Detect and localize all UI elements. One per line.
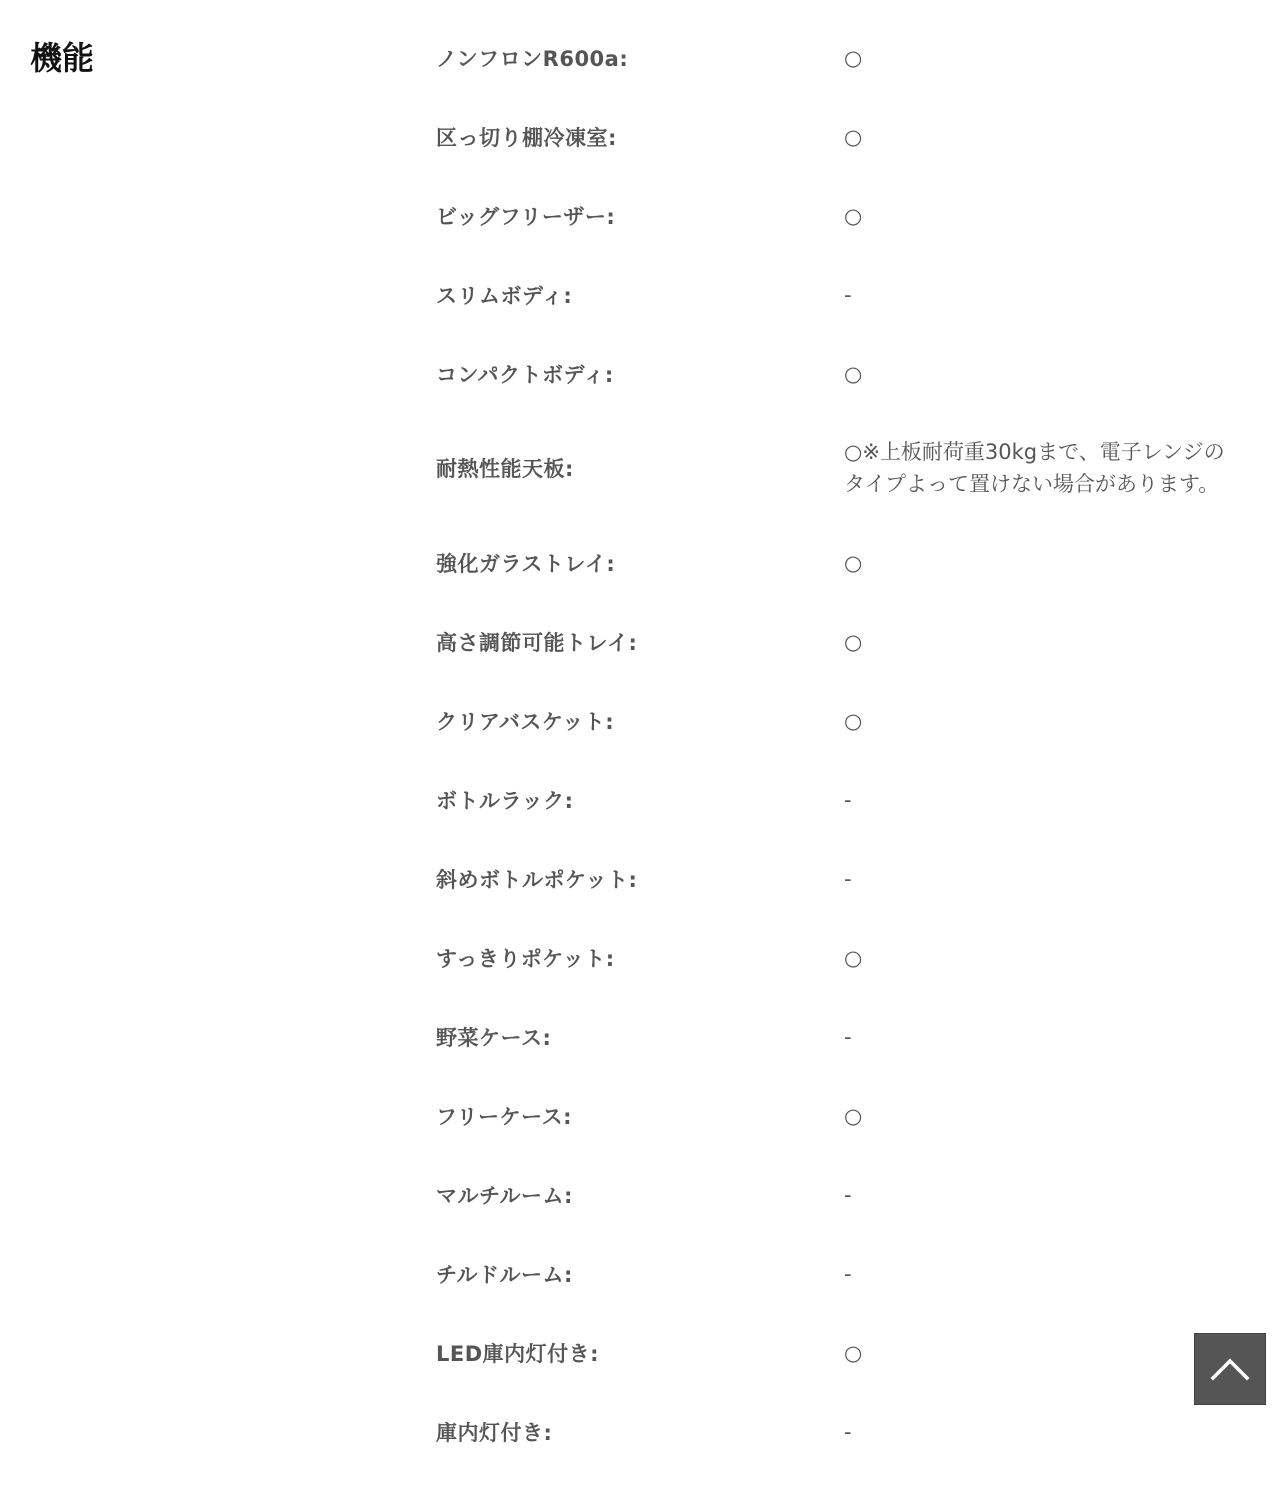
- spec-value: -: [844, 787, 852, 812]
- spec-label: LED庫内灯付き:: [436, 1341, 600, 1366]
- spec-value: ○: [844, 708, 863, 733]
- spec-label: スリムボディ:: [436, 283, 573, 308]
- spec-label: 耐熱性能天板:: [436, 457, 574, 481]
- spec-value: -: [844, 1024, 852, 1049]
- spec-value: -: [844, 282, 852, 307]
- spec-label: ビッグフリーザー:: [436, 204, 616, 229]
- spec-row-heat-resistant-top: [436, 413, 1256, 523]
- spec-value: ○: [844, 550, 863, 575]
- spec-row-nonfreon: [436, 18, 1256, 97]
- spec-value: ○: [844, 361, 863, 386]
- spec-value: -: [844, 866, 852, 891]
- spec-row-interior-light: [436, 1392, 1256, 1471]
- spec-label: 庫内灯付き:: [436, 1420, 553, 1445]
- spec-label: マルチルーム:: [436, 1183, 573, 1208]
- spec-value: -: [844, 1261, 852, 1286]
- spec-value: -: [844, 1419, 852, 1444]
- spec-row-neat-pocket: [436, 918, 1256, 997]
- spec-label: フリーケース:: [436, 1104, 573, 1129]
- spec-row-vegetable-case: [436, 997, 1256, 1076]
- spec-value: ○: [844, 945, 863, 970]
- spec-label: チルドルーム:: [436, 1262, 573, 1287]
- spec-row-bottle-rack: [436, 760, 1256, 839]
- spec-row-free-case: [436, 1076, 1256, 1155]
- spec-value: ○: [844, 45, 863, 70]
- section-title: 機能: [30, 39, 95, 77]
- spec-value: ○: [844, 124, 863, 149]
- spec-label: 斜めボトルポケット:: [436, 867, 638, 892]
- spec-value: ○※上板耐荷重30kgまで、電子レンジのタイプよって置けない場合があります。: [844, 440, 1225, 496]
- spec-value: ○: [844, 1103, 863, 1128]
- spec-row-led-interior-light: [436, 1313, 1256, 1392]
- spec-row-multi-room: [436, 1155, 1256, 1234]
- spec-row-slim-body: [436, 255, 1256, 334]
- spec-label: すっきりポケット:: [436, 946, 615, 971]
- spec-value: -: [844, 1182, 852, 1207]
- spec-row-slanted-bottle-pocket: [436, 839, 1256, 918]
- spec-label: 高さ調節可能トレイ:: [436, 630, 638, 655]
- spec-row-partition-freezer: [436, 97, 1256, 176]
- spec-row-adjustable-tray: [436, 602, 1256, 681]
- spec-row-chilled-room: [436, 1234, 1256, 1313]
- spec-label: ボトルラック:: [436, 788, 574, 813]
- spec-row-big-freezer: [436, 176, 1256, 255]
- spec-label: クリアバスケット:: [436, 709, 615, 734]
- spec-value: ○: [844, 1340, 863, 1365]
- spec-row-compact-body: [436, 334, 1256, 413]
- spec-label: 強化ガラストレイ:: [436, 551, 616, 576]
- spec-row-clear-basket: [436, 681, 1256, 760]
- spec-list: [436, 18, 1256, 1471]
- spec-label: コンパクトボディ:: [436, 362, 614, 387]
- spec-label: 野菜ケース:: [436, 1025, 552, 1050]
- spec-label: ノンフロンR600a:: [436, 46, 629, 71]
- spec-value: ○: [844, 203, 863, 228]
- back-to-top-button[interactable]: [1194, 1333, 1266, 1405]
- spec-value: ○: [844, 629, 863, 654]
- spec-label: 区っ切り棚冷凍室:: [436, 125, 617, 150]
- chevron-up-icon: [1210, 1357, 1250, 1381]
- spec-row-tempered-glass-tray: [436, 523, 1256, 602]
